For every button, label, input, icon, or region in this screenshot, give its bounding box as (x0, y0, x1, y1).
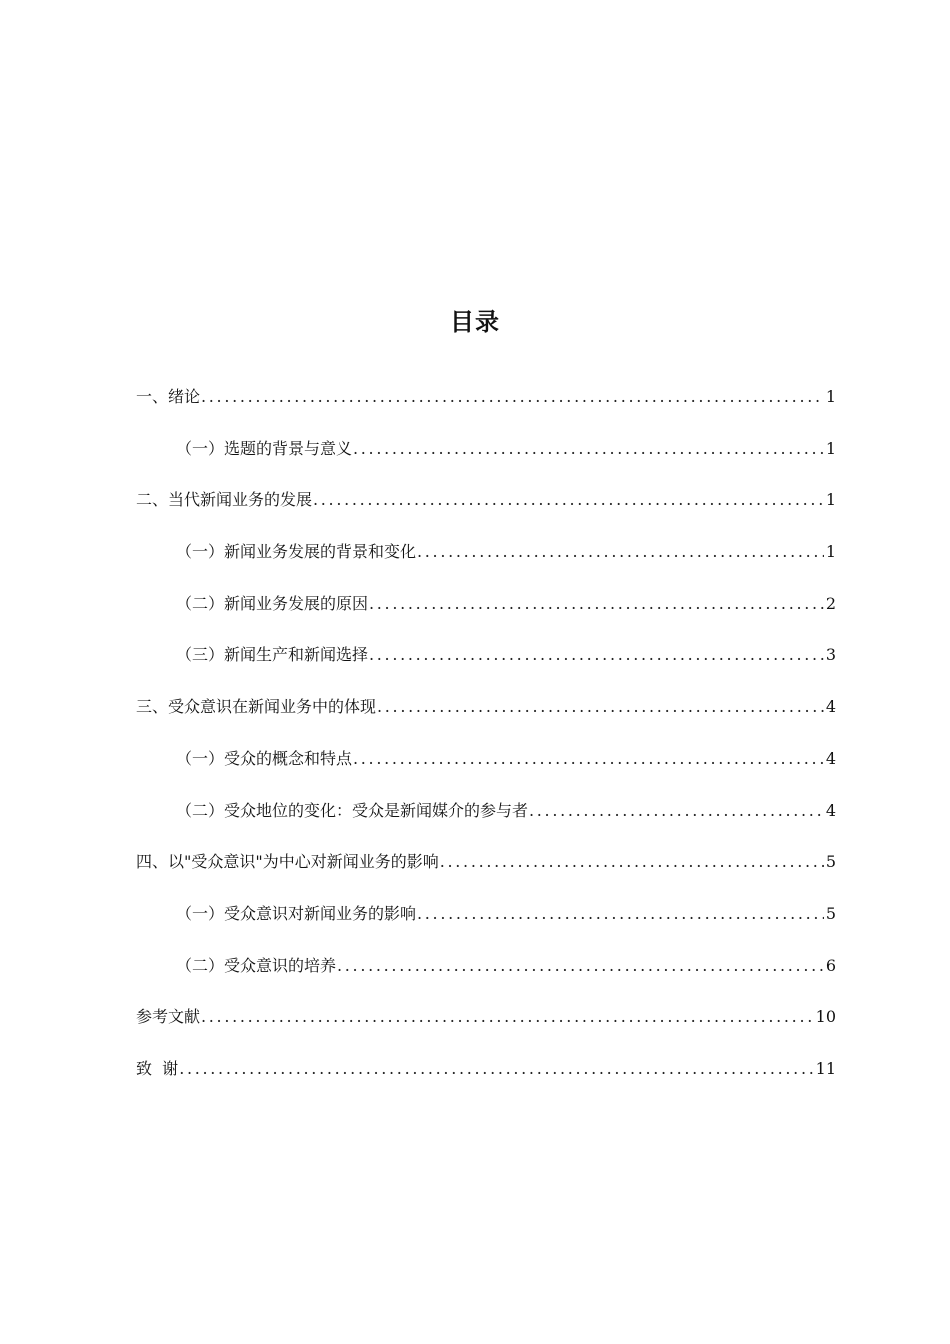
toc-entry-page: 1 (825, 387, 836, 406)
toc-dot-leader (417, 535, 824, 569)
toc-entry-page: 1 (825, 542, 836, 562)
toc-entry-page: 4 (825, 748, 836, 768)
toc-dot-leader (369, 587, 824, 621)
toc-dot-leader (369, 638, 824, 672)
toc-entry-page: 1 (825, 438, 836, 458)
toc-entry-page: 2 (825, 593, 836, 613)
toc-entry[interactable] (136, 949, 836, 1001)
toc-entry-label: （二）新闻业务发展的原因 (176, 593, 369, 613)
toc-entry-label: （一）受众的概念和特点 (176, 748, 353, 768)
toc-entry[interactable] (136, 587, 836, 639)
toc-entry-label: 致 谢 (136, 1058, 179, 1078)
toc-entry-label: （一）选题的背景与意义 (176, 438, 353, 458)
toc-entry-label: 一、绪论 (136, 387, 201, 406)
toc-entry[interactable] (136, 897, 836, 949)
toc-entry[interactable] (136, 742, 836, 794)
toc-title: 目录 (450, 308, 500, 336)
toc-dot-leader (201, 380, 824, 414)
toc-dot-leader (313, 483, 824, 517)
toc-dot-leader (440, 845, 824, 879)
toc-entry-label: （二）受众地位的变化：受众是新闻媒介的参与者 (176, 800, 529, 820)
toc-entry[interactable] (136, 794, 836, 846)
toc-entry[interactable] (136, 432, 836, 484)
toc-entry[interactable] (136, 483, 836, 535)
toc-entry-page: 5 (825, 852, 836, 872)
toc-entry-page: 4 (825, 800, 836, 820)
toc-dot-leader (417, 897, 824, 931)
toc-dot-leader (377, 690, 824, 724)
toc-list (136, 380, 836, 1104)
toc-dot-leader (201, 1000, 814, 1034)
toc-dot-leader (353, 742, 824, 776)
toc-entry-page: 6 (825, 955, 836, 975)
toc-entry[interactable] (136, 1000, 836, 1052)
toc-entry[interactable] (136, 535, 836, 587)
toc-dot-leader (337, 949, 824, 983)
toc-entry[interactable] (136, 690, 836, 742)
toc-entry-label: （一）新闻业务发展的背景和变化 (176, 542, 417, 562)
toc-entry-page: 4 (825, 697, 836, 717)
toc-entry-page: 3 (825, 645, 836, 665)
toc-entry-label: 参考文献 (136, 1007, 201, 1027)
toc-dot-leader (179, 1052, 813, 1086)
toc-entry-label: 四、以"受众意识"为中心对新闻业务的影响 (136, 852, 439, 872)
toc-entry[interactable] (136, 1052, 836, 1104)
toc-entry-page: 10 (815, 1007, 836, 1027)
toc-entry[interactable] (136, 638, 836, 690)
toc-entry-label: （二）受众意识的培养 (176, 955, 337, 975)
toc-entry-page: 5 (825, 903, 836, 923)
toc-dot-leader (529, 794, 824, 828)
toc-entry-page: 1 (825, 490, 836, 510)
toc-entry-label: （一）受众意识对新闻业务的影响 (176, 903, 417, 923)
toc-dot-leader (353, 432, 824, 466)
toc-entry-label: 三、受众意识在新闻业务中的体现 (136, 697, 377, 717)
toc-entry[interactable] (136, 845, 836, 897)
toc-entry-page: 11 (815, 1058, 836, 1078)
toc-entry[interactable] (136, 380, 836, 432)
toc-entry-label: （三）新闻生产和新闻选择 (176, 645, 369, 665)
toc-entry-label: 二、当代新闻业务的发展 (136, 490, 313, 510)
